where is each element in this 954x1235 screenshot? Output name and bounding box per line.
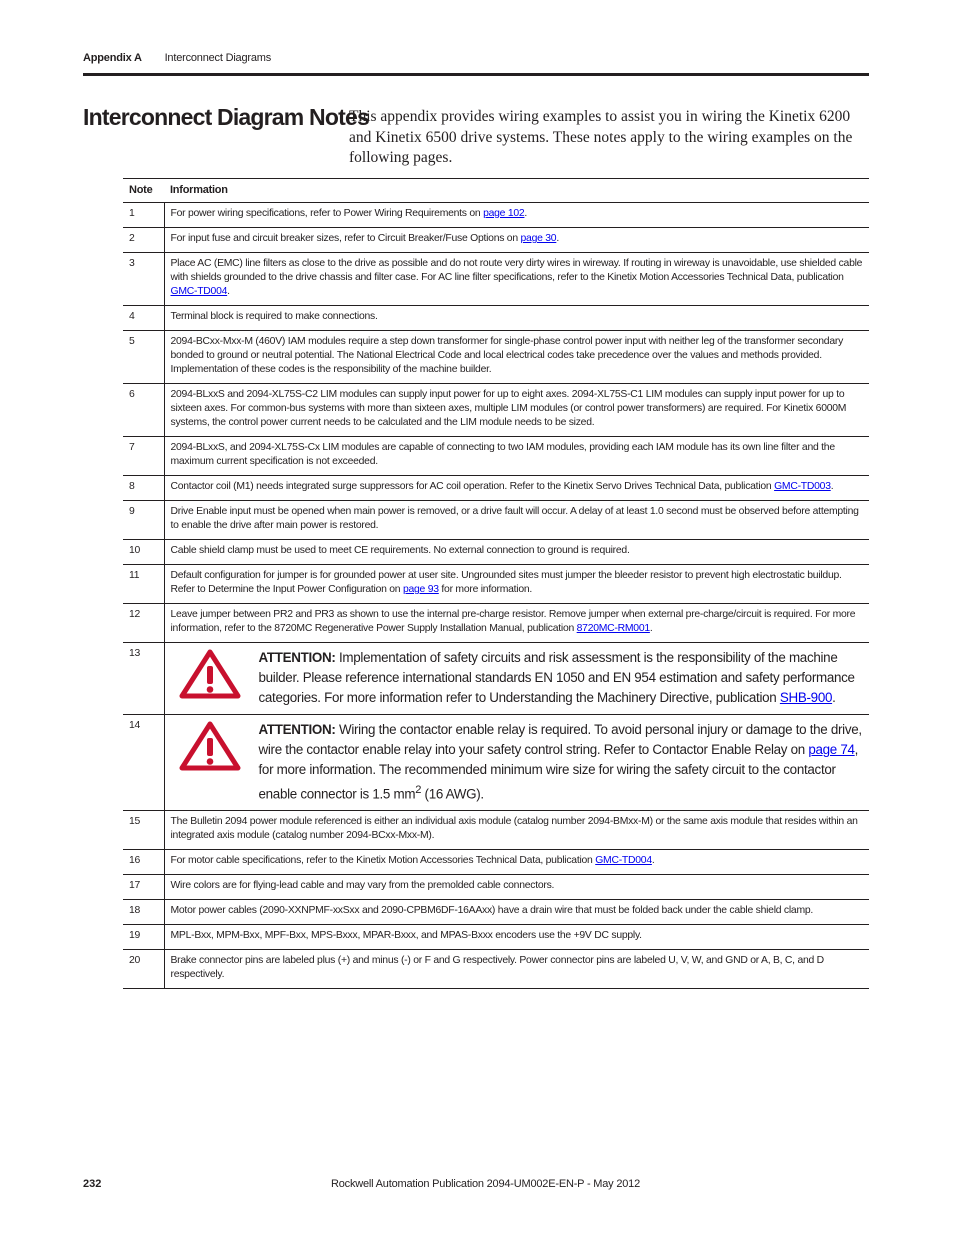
note-number: 7	[123, 437, 164, 476]
table-row	[123, 228, 869, 253]
note-number: 1	[123, 203, 164, 228]
table-row	[123, 437, 869, 476]
header-section: Appendix A	[83, 52, 142, 64]
table-row	[123, 811, 869, 850]
note-information: MPL-Bxx, MPM-Bxx, MPF-Bxx, MPS-Bxxx, MPAR-Bxxx, and MPAS-Bxxx encoders use the +9V DC supply.	[164, 925, 869, 950]
cross-reference-link[interactable]: 8720MC-RM001	[576, 623, 650, 634]
table-row	[123, 501, 869, 540]
superscript: 2	[415, 784, 422, 796]
attention-block	[171, 719, 864, 804]
note-number: 17	[123, 875, 164, 900]
header-subsection: Interconnect Diagrams	[164, 52, 272, 64]
cross-reference-link[interactable]: GMC-TD003	[774, 481, 831, 492]
attention-text: ATTENTION: Implementation of safety circuits and risk assessment is the responsibility of the machine builder. Please reference international standards EN 1050 and EN 954 estimation and safety performance categories. For more information refer to Understanding the Machinery Directive, publication SHB-900.	[258, 650, 855, 705]
cross-reference-link[interactable]: page 30	[520, 233, 557, 244]
table-row	[123, 565, 869, 604]
note-information: Cable shield clamp must be used to meet CE requirements. No external connection to ground is required.	[164, 540, 869, 565]
note-information: For input fuse and circuit breaker sizes, refer to Circuit Breaker/Fuse Options on page 30.	[164, 228, 869, 253]
note-number: 6	[123, 384, 164, 437]
warning-triangle-icon	[179, 721, 241, 771]
col-header-information: Information	[164, 179, 869, 203]
note-number: 9	[123, 501, 164, 540]
notes-table	[123, 178, 869, 989]
note-number: 3	[123, 253, 164, 306]
note-information: Wire colors are for flying-lead cable and may vary from the premolded cable connectors.	[164, 875, 869, 900]
table-row	[123, 950, 869, 989]
note-information: 2094-BLxxS, and 2094-XL75S-Cx LIM modules are capable of connecting to two IAM modules, providing each IAM module has its own line filter and the maximum current specification is not exceeded.	[164, 437, 869, 476]
cross-reference-link[interactable]: page 102	[483, 208, 525, 219]
page-number: 232	[83, 1178, 102, 1190]
attention-block	[171, 647, 864, 708]
attention-row	[123, 643, 869, 715]
cross-reference-link[interactable]: SHB-900	[779, 690, 833, 705]
cross-reference-link[interactable]: page 93	[402, 584, 439, 595]
note-information: Brake connector pins are labeled plus (+) and minus (-) or F and G respectively. Power connector pins are labeled U, V, W, and GND or A, B, C, and D respectively.	[164, 950, 869, 989]
table-row	[123, 253, 869, 306]
note-number: 8	[123, 476, 164, 501]
note-number: 11	[123, 565, 164, 604]
note-information: Motor power cables (2090-XXNPMF-xxSxx and 2090-CPBM6DF-16AAxx) have a drain wire that must be folded back under the cable shield clamp.	[164, 900, 869, 925]
header-rule	[83, 73, 869, 76]
col-header-note: Note	[123, 179, 164, 203]
table-header-row	[123, 179, 869, 203]
table-row	[123, 331, 869, 384]
note-information: Terminal block is required to make connections.	[164, 306, 869, 331]
attention-cell	[164, 715, 869, 811]
table-row	[123, 604, 869, 643]
note-number: 20	[123, 950, 164, 989]
table-row	[123, 900, 869, 925]
note-information: For motor cable specifications, refer to the Kinetix Motion Accessories Technical Data, publication GMC-TD004.	[164, 850, 869, 875]
note-number: 2	[123, 228, 164, 253]
note-number: 18	[123, 900, 164, 925]
attention-text: ATTENTION: Wiring the contactor enable relay is required. To avoid personal injury or damage to the drive, wire the contactor enable relay into your safety control string. Refer to Contactor Enable Relay on page 74, for more information. The recommended minimum wire size for wiring the safety circuit to the contactor enable connector is 1.5 $mm^2$ (16 AWG).	[258, 722, 862, 802]
table-row	[123, 306, 869, 331]
cross-reference-link[interactable]: GMC-TD004	[595, 855, 652, 867]
table-row	[123, 203, 869, 228]
warning-triangle-icon	[179, 649, 241, 699]
note-number: 12	[123, 604, 164, 643]
table-row	[123, 925, 869, 950]
cross-reference-link[interactable]: page 74	[808, 742, 855, 757]
attention-cell	[164, 643, 869, 715]
note-information: 2094-BLxxS and 2094-XL75S-C2 LIM modules can supply input power for up to eight axes. 2094-XL75S-C1 LIM modules can supply input power for up to sixteen axes. For common-bus systems with more than sixteen axes, multiple LIM modules (or control power transformers) are required. For Kinetix 6000M systems, the control power current needs to be calculated and the LIM module needs to be sized.	[164, 384, 869, 437]
note-information: Place AC (EMC) line filters as close to the drive as possible and do not route very dirty wires in wireway. If routing in wireway is unavoidable, use shielded cable with shields grounded to the drive chassis and filter case. For AC line filter specifications, refer to the Kinetix Motion Accessories Technical Data, publication GMC-TD004.	[164, 253, 869, 306]
note-number: 14	[123, 715, 164, 811]
note-number: 13	[123, 643, 164, 715]
running-header	[83, 52, 271, 64]
intro-paragraph: This appendix provides wiring examples to assist you in wiring the Kinetix 6200 and Kinetix 6500 drive systems. These notes apply to the wiring examples on the following pages.	[349, 108, 853, 166]
attention-label: ATTENTION:	[258, 650, 336, 665]
table-row	[123, 850, 869, 875]
note-information: For power wiring specifications, refer to Power Wiring Requirements on page 102.	[164, 203, 869, 228]
note-information: Drive Enable input must be opened when main power is removed, or a drive fault will occur. A delay of at least 1.0 second must be observed before attempting to enable the drive after main power is restored.	[164, 501, 869, 540]
cross-reference-link[interactable]: GMC-TD004	[170, 286, 228, 297]
attention-label: ATTENTION:	[258, 722, 336, 737]
table-row	[123, 875, 869, 900]
table-row	[123, 540, 869, 565]
note-information: Default configuration for jumper is for grounded power at user site. Ungrounded sites must jumper the bleeder resistor to prevent high electrostatic buildup. Refer to Determine the Input Power Configuration on page 93 for more information.	[164, 565, 869, 604]
note-number: 4	[123, 306, 164, 331]
note-information: Contactor coil (M1) needs integrated surge suppressors for AC coil operation. Refer to the Kinetix Servo Drives Technical Data, publication GMC-TD003.	[164, 476, 869, 501]
note-number: 10	[123, 540, 164, 565]
page-title: Interconnect Diagram Notes	[83, 104, 369, 130]
attention-row	[123, 715, 869, 811]
publication-footer: Rockwell Automation Publication 2094-UM002E-EN-P - May 2012	[331, 1178, 640, 1190]
note-number: 5	[123, 331, 164, 384]
table-row	[123, 384, 869, 437]
note-information: 2094-BCxx-Mxx-M (460V) IAM modules require a step down transformer for single-phase control power input with neither leg of the transformer secondary bonded to ground or neutral potential. The National Electrical Code and local electrical codes take precedence over the values and methods provided. Implementation of these codes is the responsibility of the machine builder.	[164, 331, 869, 384]
note-information: Leave jumper between PR2 and PR3 as shown to use the internal pre-charge resistor. Remove jumper when external pre-charge/circuit is required. For more information, refer to the 8720MC Regenerative Power Supply Installation Manual, publication 8720MC-RM001.	[164, 604, 869, 643]
note-number: 15	[123, 811, 164, 850]
note-number: 19	[123, 925, 164, 950]
table-row	[123, 476, 869, 501]
note-information: The Bulletin 2094 power module referenced is either an individual axis module (catalog number 2094-BMxx-M) or the same axis module that resides within an integrated axis module (catalog number 2094-BCxx-Mxx-M).	[164, 811, 869, 850]
note-number: 16	[123, 850, 164, 875]
